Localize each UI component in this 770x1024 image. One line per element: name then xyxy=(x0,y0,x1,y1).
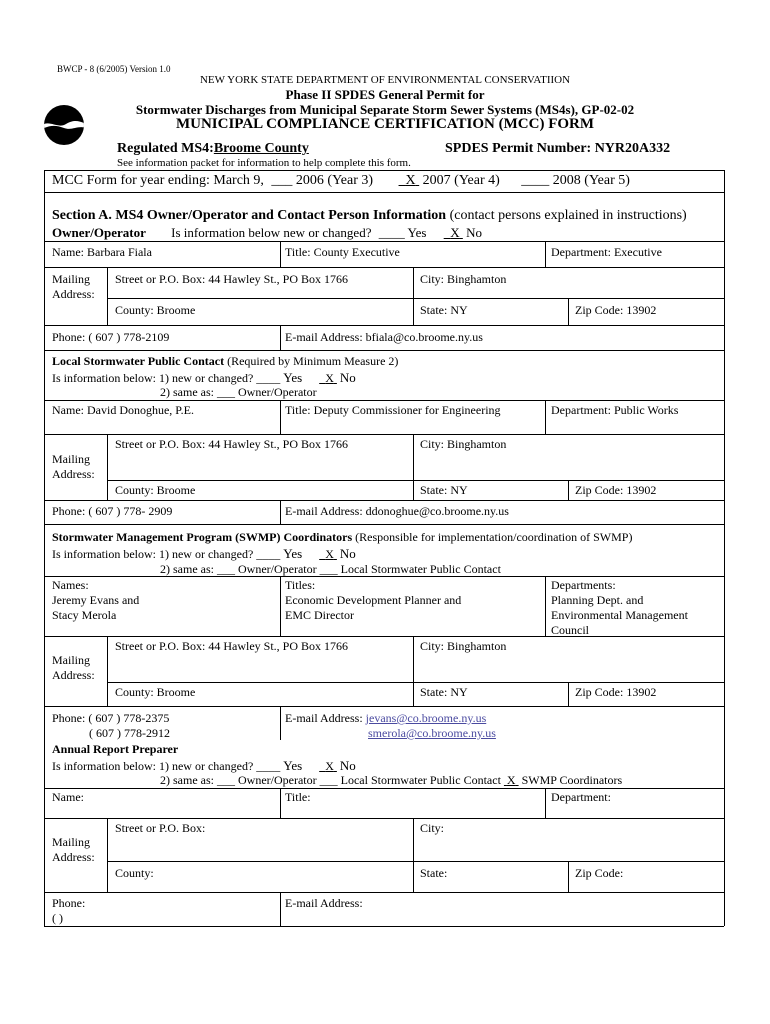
owner-department[interactable]: Department: Executive xyxy=(551,245,662,259)
regulated-value: Broome County xyxy=(213,141,309,156)
preparer-q2-option1: Owner/Operator xyxy=(237,773,317,787)
regulated-label: Regulated MS4: xyxy=(117,141,214,156)
preparer-yes-mark[interactable]: ____ xyxy=(256,759,281,773)
owner-zip[interactable]: Zip Code: 13902 xyxy=(575,303,657,317)
local-address-label: Address: xyxy=(52,467,95,481)
preparer-q1-row xyxy=(52,758,356,774)
local-email[interactable]: E-mail Address: ddonoghue@co.broome.ny.us xyxy=(285,504,509,518)
preparer-name[interactable]: Name: xyxy=(52,790,84,804)
section-a-title-bold: Section A. MS4 Owner/Operator and Contact Person Information xyxy=(52,208,447,223)
year-2006-mark[interactable]: ___ xyxy=(271,173,293,188)
preparer-phone[interactable]: ( ) xyxy=(52,911,63,925)
local-zip[interactable]: Zip Code: 13902 xyxy=(575,483,657,497)
swmp-note: (Responsible for implementation/coordination of SWMP) xyxy=(355,530,633,544)
preparer-city[interactable]: City: xyxy=(420,821,445,835)
swmp-title: Stormwater Management Program (SWMP) Coordinators xyxy=(52,530,353,544)
swmp-dept-3[interactable]: Council xyxy=(551,623,589,637)
local-city[interactable]: City: Binghamton xyxy=(420,437,507,451)
owner-phone[interactable]: Phone: ( 607 ) 778-2109 xyxy=(52,330,170,344)
local-department[interactable]: Department: Public Works xyxy=(551,403,679,417)
preparer-no-option: No xyxy=(339,758,356,773)
local-q2-row xyxy=(160,385,317,400)
swmp-title-1[interactable]: Economic Development Planner and xyxy=(285,593,462,607)
swmp-no-option: No xyxy=(339,546,356,561)
owner-city[interactable]: City: Binghamton xyxy=(420,272,507,286)
swmp-q1: Is information below: 1) new or changed? xyxy=(52,547,254,561)
preparer-q2-row xyxy=(160,773,622,788)
swmp-q2-option2: Local Stormwater Public Contact xyxy=(340,562,501,576)
preparer-yes-option: Yes xyxy=(283,758,303,773)
local-street[interactable]: Street or P.O. Box: 44 Hawley St., PO Box 1766 xyxy=(115,437,349,451)
preparer-q1: Is information below: 1) new or changed? xyxy=(52,759,254,773)
swmp-county[interactable]: County: Broome xyxy=(115,685,196,699)
preparer-phone-label: Phone: xyxy=(52,896,86,910)
owner-yes-option: Yes xyxy=(407,225,427,240)
year-2008-option: 2008 (Year 5) xyxy=(552,173,630,188)
swmp-q2-option1: Owner/Operator xyxy=(237,562,317,576)
preparer-q2-option2: Local Stormwater Public Contact xyxy=(340,773,501,787)
owner-yes-mark[interactable]: ____ xyxy=(378,225,405,240)
year-2007-option: 2007 (Year 4) xyxy=(422,173,500,188)
swmp-email-2[interactable]: smerola@co.broome.ny.us xyxy=(368,726,496,740)
swmp-state[interactable]: State: NY xyxy=(420,685,468,699)
preparer-title[interactable]: Title: xyxy=(285,790,311,804)
owner-address-label: Address: xyxy=(52,287,95,301)
preparer-state[interactable]: State: xyxy=(420,866,448,880)
agency-name: NEW YORK STATE DEPARTMENT OF ENVIRONMENTAL CONSERVATIION xyxy=(199,74,571,86)
permit-title: Phase II SPDES General Permit for xyxy=(285,87,485,102)
local-county[interactable]: County: Broome xyxy=(115,483,196,497)
swmp-no-mark[interactable]: X xyxy=(325,547,334,561)
preparer-street[interactable]: Street or P.O. Box: xyxy=(115,821,206,835)
year-row xyxy=(52,173,630,189)
local-state[interactable]: State: NY xyxy=(420,483,468,497)
local-q2: 2) same as: xyxy=(160,385,214,399)
local-mailing-label: Mailing xyxy=(52,452,90,466)
section-a-title xyxy=(52,208,687,224)
swmp-q2-mark1[interactable]: ___ xyxy=(216,562,235,576)
owner-operator-heading: Owner/Operator xyxy=(52,225,146,240)
form-title: MUNICIPAL COMPLIANCE CERTIFICATION (MCC) FORM xyxy=(175,116,595,132)
local-phone[interactable]: Phone: ( 607 ) 778- 2909 xyxy=(52,504,173,518)
year-2006-option: 2006 (Year 3) xyxy=(295,173,374,188)
swmp-zip[interactable]: Zip Code: 13902 xyxy=(575,685,657,699)
local-contact-title: Local Stormwater Public Contact xyxy=(52,354,225,368)
preparer-email[interactable]: E-mail Address: xyxy=(285,896,363,910)
swmp-name-1[interactable]: Jeremy Evans and xyxy=(52,593,140,607)
owner-title[interactable]: Title: County Executive xyxy=(285,245,400,259)
preparer-q2-option3: SWMP Coordinators xyxy=(521,773,623,787)
local-contact-note: (Required by Minimum Measure 2) xyxy=(227,354,399,368)
swmp-phone-1[interactable]: Phone: ( 607 ) 778-2375 xyxy=(52,711,170,725)
swmp-mailing-label: Mailing xyxy=(52,653,90,667)
swmp-phone-2[interactable]: ( 607 ) 778-2912 xyxy=(89,726,170,740)
local-name[interactable]: Name: David Donoghue, P.E. xyxy=(52,403,194,417)
local-q1-row xyxy=(52,370,356,386)
year-2007-mark[interactable]: X xyxy=(405,173,416,188)
preparer-q2-mark2[interactable]: ___ xyxy=(319,773,338,787)
swmp-dept-2[interactable]: Environmental Management xyxy=(551,608,688,622)
swmp-dept-1[interactable]: Planning Dept. and xyxy=(551,593,644,607)
owner-name[interactable]: Name: Barbara Fiala xyxy=(52,245,152,259)
owner-no-mark[interactable]: X xyxy=(450,225,460,240)
swmp-yes-mark[interactable]: ____ xyxy=(256,547,281,561)
swmp-email-label: E-mail Address: xyxy=(285,711,363,725)
preparer-heading: Annual Report Preparer xyxy=(52,742,179,756)
preparer-zip[interactable]: Zip Code: xyxy=(575,866,624,880)
swmp-email xyxy=(285,711,486,726)
swmp-city[interactable]: City: Binghamton xyxy=(420,639,507,653)
local-q2-option: Owner/Operator xyxy=(237,385,317,399)
preparer-q2-mark3[interactable]: X xyxy=(506,773,516,787)
year-label: MCC Form for year ending: March 9, xyxy=(52,173,264,188)
section-a-title-note: (contact persons explained in instructions) xyxy=(449,208,687,223)
swmp-yes-option: Yes xyxy=(283,546,303,561)
local-no-mark[interactable]: X xyxy=(325,371,334,385)
swmp-departments-label: Departments: xyxy=(551,578,616,592)
info-note: See information packet for information to help complete this form. xyxy=(117,157,411,169)
local-yes-option: Yes xyxy=(283,370,303,385)
preparer-county[interactable]: County: xyxy=(115,866,154,880)
permit-subtitle: Stormwater Discharges from Municipal Separate Storm Sewer Systems (MS4s), GP-02-02 xyxy=(135,102,635,117)
preparer-q2-mark1[interactable]: ___ xyxy=(216,773,235,787)
swmp-q2: 2) same as: xyxy=(160,562,214,576)
swmp-q2-row xyxy=(160,562,501,577)
local-q1: Is information below: 1) new or changed? xyxy=(52,371,254,385)
owner-state[interactable]: State: NY xyxy=(420,303,468,317)
local-no-option: No xyxy=(339,370,356,385)
local-q2-mark[interactable]: ___ xyxy=(216,385,235,399)
dec-logo xyxy=(42,103,86,147)
swmp-heading xyxy=(52,530,632,545)
spdes-permit-number: SPDES Permit Number: NYR20A332 xyxy=(445,141,671,156)
swmp-email-1[interactable]: jevans@co.broome.ny.us xyxy=(365,711,487,725)
swmp-street[interactable]: Street or P.O. Box: 44 Hawley St., PO Box 1766 xyxy=(115,639,349,653)
preparer-no-mark[interactable]: X xyxy=(325,759,334,773)
owner-county[interactable]: County: Broome xyxy=(115,303,196,317)
owner-email[interactable]: E-mail Address: bfiala@co.broome.ny.us xyxy=(285,330,483,344)
swmp-names-label: Names: xyxy=(52,578,89,592)
regulated-ms4-label xyxy=(117,141,418,157)
local-yes-mark[interactable]: ____ xyxy=(256,371,281,385)
owner-question-row xyxy=(52,225,482,240)
preparer-mailing-label: Mailing xyxy=(52,835,90,849)
preparer-department[interactable]: Department: xyxy=(551,790,611,804)
owner-street[interactable]: Street or P.O. Box: 44 Hawley St., PO Box 1766 xyxy=(115,272,349,286)
local-title[interactable]: Title: Deputy Commissioner for Engineering xyxy=(285,403,501,417)
owner-mailing-label: Mailing xyxy=(52,272,90,286)
form-code: BWCP - 8 (6/2005) Version 1.0 xyxy=(57,64,171,74)
swmp-title-2[interactable]: EMC Director xyxy=(285,608,354,622)
swmp-address-label: Address: xyxy=(52,668,95,682)
owner-question: Is information below new or changed? xyxy=(171,225,372,240)
owner-no-option: No xyxy=(466,225,482,240)
year-2008-mark[interactable]: ____ xyxy=(521,173,550,188)
local-contact-heading xyxy=(52,354,398,369)
preparer-address-label: Address: xyxy=(52,850,95,864)
swmp-titles-label: Titles: xyxy=(285,578,316,592)
swmp-q1-row xyxy=(52,546,356,562)
swmp-q2-mark2[interactable]: ___ xyxy=(319,562,338,576)
preparer-q2: 2) same as: xyxy=(160,773,214,787)
swmp-name-2[interactable]: Stacy Merola xyxy=(52,608,117,622)
